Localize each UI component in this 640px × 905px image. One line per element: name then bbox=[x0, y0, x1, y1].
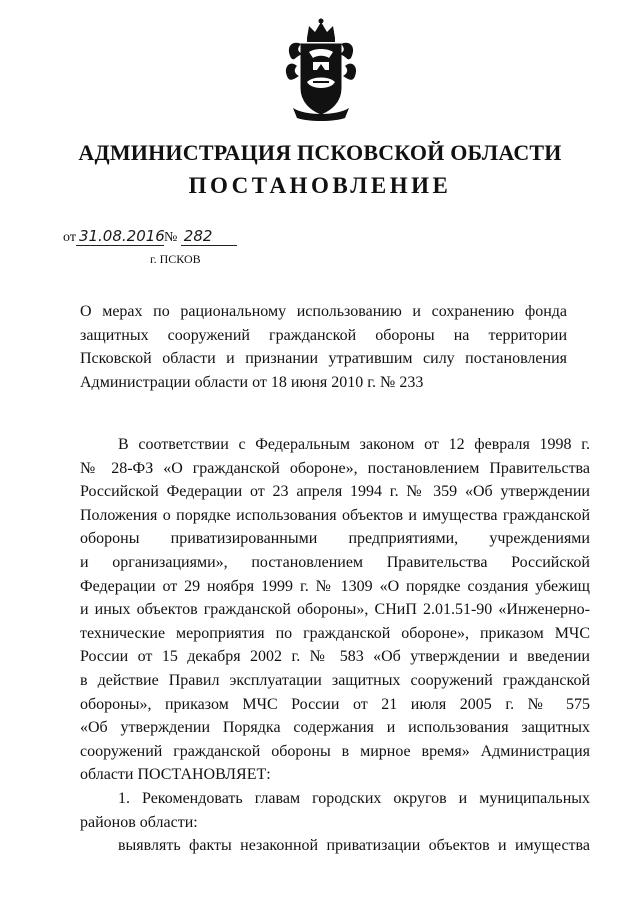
subject-line: Администрации области от 18 июня 2010 г. № 233 bbox=[80, 373, 424, 391]
number-prefix: № bbox=[163, 230, 178, 245]
subject-line: Псковской области и признании утратившим силу постановления bbox=[80, 350, 567, 368]
body-line: области ПОСТАНОВЛЯЕТ: bbox=[80, 766, 271, 784]
document-type: ПОСТАНОВЛЕНИЕ bbox=[188, 173, 452, 198]
body-line: Положения о порядке использования объектов и имущества гражданской bbox=[80, 506, 590, 524]
body-line: сооружений гражданской обороны в мирное время» Администрация bbox=[80, 742, 590, 760]
body-line: технические мероприятия по гражданской обороне», приказом МЧС bbox=[80, 624, 590, 642]
subject-line: О мерах по рациональному использованию и сохранению фонда bbox=[80, 303, 567, 320]
document-number: 282 bbox=[181, 227, 237, 246]
date-prefix: от bbox=[63, 230, 76, 245]
body-line: обороны приватизированными предприятиями, учреждениями bbox=[80, 530, 590, 548]
city: г. ПСКОВ bbox=[150, 252, 201, 266]
document-date: 31.08.2016 bbox=[76, 227, 164, 246]
body-line: России от 15 декабря 2002 г. № 583 «Об утверждении и введении bbox=[80, 648, 590, 666]
body-line: выявлять факты незаконной приватизации объектов и имущества bbox=[118, 837, 590, 855]
body-line: 1. Рекомендовать главам городских округов и муниципальных bbox=[118, 789, 590, 807]
body-line: Российской Федерации от 23 апреля 1994 г. № 359 «Об утверждении bbox=[80, 483, 590, 501]
body-line: В соответствии с Федеральным законом от 12 февраля 1998 г. bbox=[118, 436, 590, 453]
body-line: в действие Правил эксплуатации защитных сооружений гражданской bbox=[80, 671, 590, 689]
body-line: и иных объектов гражданской обороны», СНиП 2.01.51-90 «Инженерно- bbox=[80, 601, 590, 619]
body-line: районов области: bbox=[80, 813, 198, 831]
coat-of-arms-icon bbox=[283, 18, 359, 122]
body-line: обороны», приказом МЧС России от 21 июля 2005 г. № 575 bbox=[80, 695, 590, 713]
document-body bbox=[80, 433, 590, 858]
body-line: № 28-ФЗ «О гражданской обороне», постановлением Правительства bbox=[80, 459, 590, 477]
body-line: и организациями», постановлением Правительства Российской bbox=[80, 553, 590, 571]
subject-line: защитных сооружений гражданской обороны на территории bbox=[80, 326, 567, 344]
document-subject bbox=[80, 300, 567, 394]
date-number-line bbox=[63, 227, 237, 249]
body-line: Федерации от 29 ноября 1999 г. № 1309 «О порядке создания убежищ bbox=[80, 577, 590, 595]
body-line: «Об утверждении Порядка содержания и использования защитных bbox=[80, 719, 590, 737]
organization-title: АДМИНИСТРАЦИЯ ПСКОВСКОЙ ОБЛАСТИ bbox=[78, 140, 562, 165]
